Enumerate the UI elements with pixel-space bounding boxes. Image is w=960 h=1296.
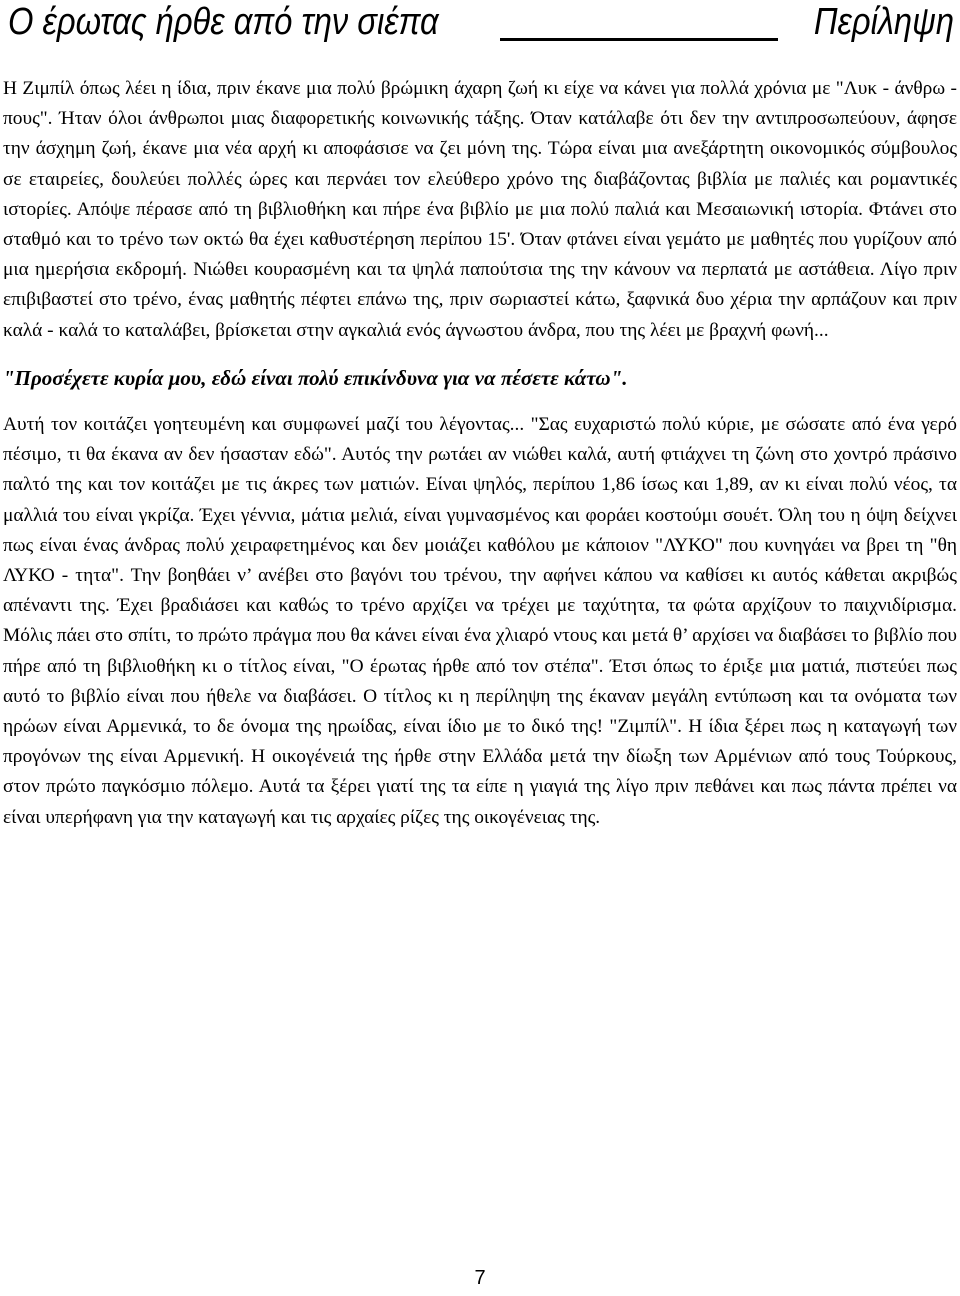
paragraph-intro: Η Ζιμπίλ όπως λέει η ίδια, πριν έκανε μια πολύ βρώμικη άχαρη ζωή κι είχε να κάνει για πολλά χρόνια με "Λυκ - άνθρω - πους". Ήταν όλοι άνθρωποι μιας διαφορετικής κοινωνικής τάξης. Όταν κατάλαβε ότι δεν την αντιπροσωπεύουν, άφησε την άσχημη ζωή, έκανε μια νέα αρχή κι αποφάσισε να ζει μόνη της. Τώρα είναι μια ανεξάρτητη οικονομικός σύμβουλος σε εταιρείες, δουλεύει πολλές ώρες και περνάει τον ελεύθερο χρόνο της διαβάζοντας βιβλία με παλιές και ρομαντικές ιστορίες. Απόψε πέρασε από τη βιβλιοθήκη και πήρε ένα βιβλίο με μια πολύ παλιά και Μεσαιωνική ιστορία. Φτάνει στο σταθμό και το τρένο των οκτώ θα έχει καθυστέρηση περίπου 15'. Όταν φτάνει είναι γεμάτο με μαθητές που γυρίζουν από μια ημερήσια εκδρομή. Νιώθει κουρασμένη και τα ψηλά παπούτσια της την κάνουν να περπατά με αστάθεια. Λίγο πριν επιβιβαστεί στο τρένο, ένας μαθητής πέφτει επάνω της, πριν σωριαστεί κάτω, ξαφνικά δυο χέρια την αρπάζουν και πριν καλά - καλά το καταλάβει, βρίσκεται στην αγκαλιά ενός άγνωστου άνδρα, που της λέει με βραχνή φωνή... — [3, 78, 957, 341]
page-header — [0, 0, 960, 50]
paragraph-continuation: Αυτή τον κοιτάζει γοητευμένη και συμφωνεί μαζί του λέγοντας... "Σας ευχαριστώ πολύ κύριε, με σώσατε από ένα γερό πέσιμο, τι θα έκανα αν δεν ήσασταν εδώ". Αυτός την ρωτάει αν νιώθει καλά, αυτή φτιάχνει τη ζώνη στο χοντρό πράσινο παλτό της και τον κοιτάζει με τις άκρες των ματιών. Είναι ψηλός, περίπου 1,86 ίσως και 1,89, αν κι είναι πολύ νέος, τα μαλλιά του είναι γκρίζα. Έχει γέννια, μάτια μελιά, είναι γυμνασμένος και φοράει κοστούμι σουέτ. Όλη του η όψη δείχνει πως είναι ένας άνδρας πολύ χειραφετημένος και δεν μοιάζει καθόλου με κάποιον "ΛΥΚΟ" που κυνηγάει να βρει τη "θη ΛΥΚΟ - τητα". Την βοηθάει ν’ ανέβει στο βαγόνι του τρένου, την αφήνει κάπου να καθίσει κι αυτός κάθεται ακριβώς απέναντι της. Έχει βραδιάσει και καθώς το τρένο αρχίζει να τρέχει με ταχύτητα, τα φώτα αρχίζουν το παιχνιδίρισμα. Μόλις πάει στο σπίτι, το πρώτο πράγμα που θα κάνει είναι ένα χλιαρό ντους και μετά θ’ αρχίσει να διαβάσει το βιβλίο που πήρε από τη βιβλιοθήκη κι ο τίτλος είναι, "Ο έρωτας ήρθε από τον στέπα". Έτσι όπως το έριξε μια ματιά, πιστεύει πως αυτό το βιβλίο είναι που ήθελε να διαβάσει. Ο τίτλος κι η περίληψη της έκαναν μεγάλη εντύπωση και τα ονόματα των ηρώων είναι Αρμενικά, το δε όνομα της ηρωίδας, είναι ίδιο με το δικό της! "Ζιμπίλ". Η ίδια ξέρει πως η καταγωγή των προγόνων της είναι Αρμενική. Η οικογένειά της ήρθε στην Ελλάδα μετά την δίωξη των Αρμένιων από τους Τούρκους, στον πρώτο παγκόσμιο πόλεμο. Αυτά τα ξέρει γιατί της τα είπε η γιαγιά της λίγο πριν πεθάνει και πως πάντα πρέπει να είναι υπερήφανη για την καταγωγή και τις αρχαίες ρίζες της οικογένειας της. — [3, 414, 957, 828]
summary-text — [3, 74, 957, 833]
quote: "Προσέχετε κυρία μου, εδώ είναι πολύ επικίνδυνα για να πέσετε κάτω". — [3, 365, 628, 390]
header-rule — [500, 38, 778, 41]
page-number: 7 — [474, 1267, 486, 1289]
book-title: Ο έρωτας ήρθε από την σιέπα — [8, 1, 439, 43]
section-title: Περίληψη — [813, 1, 954, 43]
